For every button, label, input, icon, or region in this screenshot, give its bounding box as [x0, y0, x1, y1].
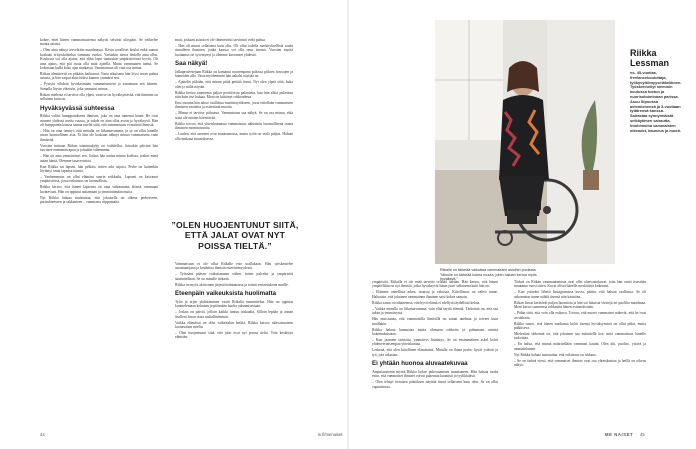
pull-quote: ”OLEN HUOJENTUNUT SIITÄ, ETTÄ JALAT OVAT NYT POISSA TIELTÄ.” [171, 220, 299, 251]
body-paragraph: Riikan identiteetti on pitkään haihtunut. Vasta aikuisena hän löysi tavan puhua asiasta, ja hän vaipui aktivistiksi kunnes ymmärsi sen. [40, 72, 158, 81]
body-paragraph: – Hän on aina ymmärtänyt sen. Joskus hän auttaa minua kodissa, joskus minä autan häntä. Olemme tasavertaisia. [40, 154, 158, 163]
subheading: Saa näkyä! [175, 60, 208, 68]
subheading: Hyväksyvässä suhteessa [40, 104, 115, 112]
body-paragraph: Nyt Riikka haluaa muistuttaa, että jokaisella on oikeus perheeseen, parisuhteeseen ja rakkauteen – vammasta riippumatta. [40, 195, 158, 205]
body-paragraph: Riikka on myös aktiivinen järjestötoiminnassa ja toimii vertaistukena muille. [175, 282, 289, 287]
body-paragraph: – Joskus on päiviä, jolloin kaikki tuntuu raskaalta. Silloin lepään ja annan itselleni luvan ottaa rauhallisemmin. [175, 310, 293, 319]
left-page-column-1 [40, 38, 158, 428]
body-paragraph: Vaikka elämässä on ollut vaikeitakin hetkiä, Riikka katsoo tulevaisuuteen luottavaisin mielin. [175, 320, 293, 329]
left-page-column-2-bottom [175, 262, 293, 428]
body-paragraph: – Kun jaamme tarinoita, ymmärrys lisääntyy. Se on ensimmäinen askel kohti yhdenvertaisempaa yhteiskuntaa. [372, 338, 498, 347]
portrait-photo-illustration [435, 20, 615, 264]
profile-sidebar [630, 48, 682, 133]
body-paragraph: Riikka sanoo oivaltaneensa, että hyvä elämä ei edellytä täydellistä kehoa. [372, 300, 481, 305]
body-paragraph: Riikan mielestä ei tarvitse olla ylpeä, vaan se on hyväksyttävää, että ihminen on sellainen kuin on. [40, 92, 158, 102]
right-page-column-1 [372, 280, 498, 428]
right-page-number: 45 [640, 432, 645, 437]
body-paragraph: – Pidän siitä, että voin olla esikuva. Toivon, että nuoret vammaiset näkevät, että he ovat arvokkaita. [514, 311, 646, 320]
profile-bio: ns. 45-vuotias, freelancekouluttaja, työkyvyttömyyseläkeläinen. Työskennellyt siemmin koulussa tuetun ja nuorisotoiminnan parissa. Asuu Sipoossa aviomiehensä ja 3-vuotiaan tyttärensä kanssa. Sairastaa synnynnäistä selkäytimen sairautta. Intohimoina vammaisten oikeudet, kauneus ja muoti. [630, 70, 682, 133]
body-paragraph: – Vaikka minulla on liikuntavamma, voin elää täyttä elämää. Tärkeintä on, että saa tukea ja ymmärrystä. [372, 306, 498, 316]
body-paragraph: Leskenä, että olen kiitollinen elämästäni. Minulla on ihana perhe, hyvät ystävät ja työ, jota rakastan. [372, 348, 498, 357]
photo-caption: Riikalle on tärkeää vaikuttaa vammaisten asioihin puolesta. ”Minulle on tärkeää kokea muuta, joten haluan kertoa myös hyväksyä.” [440, 268, 537, 282]
profile-name: Riikka Lessman [630, 48, 670, 68]
body-paragraph: Kun Riikka sai lapsen, hän pelkäsi, miten arki sujuisi. Perhe on kuitenkin löytänyt omat tapansa toimia. [40, 164, 158, 173]
body-paragraph: – Olen tehnyt tietoisen päätöksen näyttää itseni sellaisena kuin olen. Se on ollut vapauttavaa. [372, 380, 498, 389]
body-paragraph: Riikka valitsi kumppanikseen ihmisen, joka on aina tuntenut hänet. He ovat asuneet yhdessä useita vuosia, ja suhde on aina ollut avoin ja hyväksyvä. Hän oli kumppanin kanssa samaa mieltä siitä, että vammaisuus ei määritä ihmistä. [40, 114, 158, 127]
body-paragraph: Mielestäni tärkeintä on, että jokainen saa määritellä itse, mitä vammaisuus hänelle tarkoittaa. [514, 332, 646, 341]
subheading: Eteenpäin vaikeuksista huolimatta [175, 290, 277, 298]
body-paragraph: – Pystyin vihdoin hyväksymään vammaisuuteni ja sanomaan sen ääneen. Samalla löysin yhteisön, joka ymmärsi minua. [40, 82, 158, 91]
page-spine [347, 0, 349, 449]
body-paragraph: Riikka kertoo saaneensa paljon positiivista palautetta, kun hän alkoi pukeutua niin kuin itse haluaa. Moni on kiittänyt rohkeudesta. [175, 90, 293, 99]
body-paragraph: Riikan kuvat keräsivät paljon huomiota ja hän sai lukuisia viestejä eri puolilta maailmaa. Moni kertoi saaneensa rohkeutta hänen esimerkistään. [514, 300, 646, 310]
body-paragraph: – En halua, että minua määritellään vammani kautta. Olen äiti, puoliso, ystävä ja ammattilainen. [514, 342, 646, 351]
body-paragraph: Jalkaproteesejaan Riikka on kantanut nuorempana piilossa pitkien housujen ja hameiden alla. Vasta myöhemmin hän uskalsi näyttää ne. [175, 69, 293, 79]
left-page-column-2-top [175, 38, 293, 213]
body-paragraph: – Olen huojentunut siitä, että jalat ovat nyt poissa tieltä. Voin keskittyä elämään. [175, 330, 293, 340]
right-magazine-name: ME NAISET [605, 432, 634, 437]
body-paragraph: – Työssäni pääsen vaikuttamaan siihen, miten palvelut ja ympäristöt suunnitellaan. Se on minulle tärkeää. [175, 272, 293, 281]
body-paragraph: – Luulen, että asenteet ovat muuttumassa, mutta työtä on vielä paljon. Haluan olla mukana muutoksessa. [175, 132, 293, 141]
body-paragraph: – Kun ystäväni lähetti Instagramissa kuvia, päätin, että haluan osallistua. Se oli uskomaton tunne nähdä itsensä niin kauniina. [514, 290, 646, 299]
subheading: Ei yhtään huonoa aluvaatekuvaa [372, 360, 468, 368]
body-paragraph: ympäristöt, Riikalla ei ole enää tarvetta selittää itseään. Hän kertoo, että hänen ympärillään on nyt ihmisiä, jotka hyväksyvät hänet juuri sellaisena kuin hän on. [372, 280, 498, 289]
left-page-number: 44 [40, 432, 45, 437]
body-paragraph: kokee, ettei hänen vammaisuutensa näkyisi selvästi ulospäin. Se vaihtelee monta asiasta. [40, 38, 158, 47]
body-paragraph: – Se on tärkeä viesti, että vammaiset ihmiset ovat osa yhteiskuntaa ja heillä on oikeus näkyä. [514, 358, 646, 368]
body-paragraph: – Ajattelin pitkään, että minun pitää peittää itseni. Nyt olen ylpeä siitä, kuka olen ja miltä näytän. [175, 80, 293, 89]
body-paragraph: mutt, joskaan asiasta ei ole ilmenevästi tarvinnut vielä puhua. [175, 38, 266, 42]
body-paragraph: Vammaisuus ei ole ollut Riikalle este urallakaan. Hän työskentelee asiantuntijana ja kouluttaa ihmisiä esteettömyydestä. [175, 262, 293, 271]
body-paragraph: – Elämme onnellista arkea, tasaista ja valoisaa. Kiitollisuus on vahva tunne. Haluaisin, että jokainen vammainen ihminen saisi kokea samoin. [372, 290, 498, 299]
center-url: is.fi/menaiset [318, 432, 343, 437]
body-paragraph: Riikka kertoo, että hänen lapsensa on aina suhtautunut äitinsä vammaan luontevasti. Hän on oppinut auttamaan ja ymmärtämään muita. [40, 185, 158, 194]
body-paragraph: Ensi vuonna hän aikoo osallistua muotinäytökseen, jossa esitellään vammaisten ihmisten vaatteita ja esteetöntä muotia. [175, 100, 293, 110]
body-paragraph: – Olen aina näinyt tervehtiön maailmassa. Kävin tavalliset koulut enkä saanut koskaan erityiskohtelua vamman vuoksi. Varsinkin tietoa tiedolla ainu ollut. Koulussa voi olla ajatus, että ehkä lapsi tuntuukin ympäristöönsä hyvin. Oli aina ajatus, että piti osata olla mitä ajatella. Mutta vammainen tuntui. Se kokonaan kulki koko ajan matkassa. Vammaisuus oli vain osa minua. [40, 48, 158, 71]
body-paragraph: Riikka sanoo, että hänen matkansa kohti itsensä hyväksymistä on ollut pitkä, mutta palkitseva. [514, 321, 646, 331]
body-paragraph: – Hän oli minut sellaisena kuin olin. Oli ollut todella merkityksellistä saada rinnalleen ihminen, jonka kanssa voi olla oma itsensä. Vuosien myötä luottamus on syventynyt ja olemme kasvaneet yhdessä. [175, 44, 293, 57]
body-paragraph: Hän muistuttaa, että vammaisilla ihmisillä on samat unelmat ja toiveet kuin muillakin. [372, 317, 498, 326]
body-paragraph: Työn ja arjen yhdistäminen vaatii Riikalta suunnittelua. Hän on oppinut kuuntelemaan kehoaan ja pitämään huolta jaksamisestaan. [175, 299, 293, 309]
body-paragraph: Riikka toivoo, että yhteiskunnassa vammaisuus nähtäisiin luonnollisena osana ihmisten moninaisuutta. [175, 121, 293, 131]
body-paragraph: Nyt Riikka haluaa muistuttaa, että erilaisuus on rikkaus. [514, 352, 597, 357]
body-paragraph: Ampuiaustenin myötä Riikka kokee pukeutumisen muuttuneen. Hän haluaa tuoda esiin, että vammaiset ihmiset voivat pukeutua kauniisti ja tyylikkäästi. [372, 369, 498, 379]
body-paragraph: Riikka haluaa kannustaa muita olemaan rohkeita ja puhumaan omista kokemuksistaan. [372, 327, 498, 337]
body-paragraph: Tärkeä on Riikan vammautumista ovat ollet aluevaatekuvat, joita hän otatti itsestään muutama vuosi sitten. Kuvat olivat hänelle merkittävä kokemus. [514, 280, 646, 289]
portrait-photo [435, 20, 615, 264]
body-paragraph: – Vanhemmuus on ollut elämäni suurin seikkailu. Lapseni on kasvanut ympäristössä, jossa erilaisuus on luonnollista. [40, 175, 158, 184]
body-paragraph: – Minun ei tarvitse piiloutua. Vammaisuus saa näkyä. Se on osa minua, eikä siinä ole mitään hävettävää. [175, 111, 293, 120]
body-paragraph: Vuosien mittaan Riikan toimintakyky on vaihdellut. Joinakin päivinä hän tarvitsee enemmän apua ja joinakin vähemmän. [40, 143, 158, 153]
body-paragraph: – Hän on aina tiennyt, että minulla on liikuntavamma, ja se on ollut hänelle aivan luonnollinen asia. Ei hän ole koskaan nähnyt minua vammaisena vaan ihmisenä. [40, 128, 158, 142]
right-page-column-2 [514, 280, 646, 428]
